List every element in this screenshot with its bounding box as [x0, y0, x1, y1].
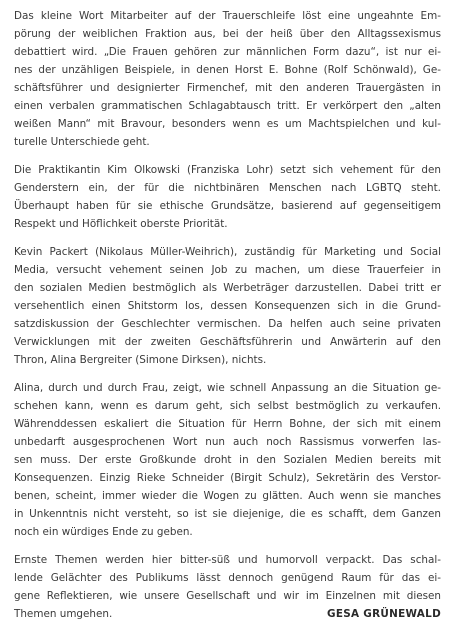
text-line: Ernste Themen werden hier bitter-süß und humorvoll verpackt. Das schal-: [14, 554, 441, 566]
text-line: weißen Mann“ mit Bravour, besonders wenn es um Machtspielchen und kul-: [14, 118, 441, 130]
text-line: noch ein würdiges Ende zu geben.: [14, 526, 193, 538]
text-line: Überhaupt haben für sie ethische Grundsätze, basierend auf gegenseitigem: [14, 200, 441, 212]
text-line: satzdiskussion der Geschlechter vermischen. Da helfen auch seine privaten: [14, 318, 441, 330]
text-line: versehentlich einen Shitstorm los, dessen Konsequenzen sich in die Grund-: [14, 300, 441, 312]
paragraph-4: [14, 379, 441, 541]
text-line: Genderstern ein, der für die nichtbinären Menschen nach LGBTQ steht.: [14, 182, 441, 194]
text-line: Die Praktikantin Kim Olkowski (Franziska Lohr) setzt sich vehement für den: [14, 164, 441, 176]
text-line: Verwicklungen mit der zweiten Geschäftsführerin und Anwärterin auf den: [14, 336, 441, 348]
text-line: Währenddessen eskaliert die Situation für Herrn Bohne, der sich mit einem: [14, 418, 441, 430]
text-line: nes der unzähligen Beispiele, in denen Horst E. Bohne (Rolf Schönwald), Ge-: [14, 64, 441, 76]
text-line: Respekt und Höflichkeit oberste Priorität.: [14, 218, 228, 230]
text-line: Media, versucht vehement seinen Job zu machen, um diese Trauerfeier in: [14, 264, 441, 276]
article-body: [14, 7, 441, 623]
text-line: Das kleine Wort Mitarbeiter auf der Trauerschleife löst eine ungeahnte Em-: [14, 10, 441, 22]
text-line: lende Gelächter des Publikums lässt dennoch genügend Raum für das ei-: [14, 572, 441, 584]
text-line: unbedarft ausgesprochenen Wort nun auch noch Rassismus vorwerfen las-: [14, 436, 441, 448]
text-line: Alina, durch und durch Frau, zeigt, wie schnell Anpassung an die Situation ge-: [14, 382, 441, 394]
paragraph-3: [14, 243, 441, 369]
paragraph-2: [14, 161, 441, 233]
text-line: in Unkenntnis nicht versteht, so ist sie diejenige, die es schafft, dem Ganzen: [14, 508, 441, 520]
paragraph-1: [14, 7, 441, 151]
text-line: debattiert wird. „Die Frauen gehören zur männlichen Form dazu“, ist nur ei-: [14, 46, 441, 58]
text-line: Thron, Alina Bergreiter (Simone Dirksen), nichts.: [14, 354, 267, 366]
text-line: schäftsführer und designierter Firmenchef, mit den anderen Trauergästen in: [14, 82, 441, 94]
text-line: Kevin Packert (Nikolaus Müller-Weihrich), zuständig für Marketing und Social: [14, 246, 441, 258]
text-line: gene Reflektieren, wie unsere Gesellschaft und wir im Einzelnen mit diesen: [14, 590, 441, 602]
text-line: den sozialen Medien bestmöglich als Werbeträger darzustellen. Dabei tritt er: [14, 282, 441, 294]
author-byline: GESA GRÜNEWALD: [326, 608, 441, 620]
text-line: turelle Unterschiede geht.: [14, 136, 150, 148]
text-line: benen, scheint, immer wieder die Wogen zu glätten. Auch wenn sie manches: [14, 490, 441, 502]
text-line: Konsequenzen. Einzig Rieke Schneider (Birgit Schulz), Sekretärin des Verstor-: [14, 472, 441, 484]
text-line: sen muss. Der erste Großkunde droht in den Sozialen Medien bereits mit: [14, 454, 441, 466]
text-line: Themen umgehen.: [14, 608, 113, 620]
text-line: einen verbalen grammatischen Schlagabtausch tritt. Er verkörpert den „alten: [14, 100, 441, 112]
text-line: schehen kann, wenn es darum geht, sich selbst bestmöglich zu verkaufen.: [14, 400, 441, 412]
text-line: pörung der weiblichen Fraktion aus, bei der heiß über den Alltagssexismus: [14, 28, 441, 40]
